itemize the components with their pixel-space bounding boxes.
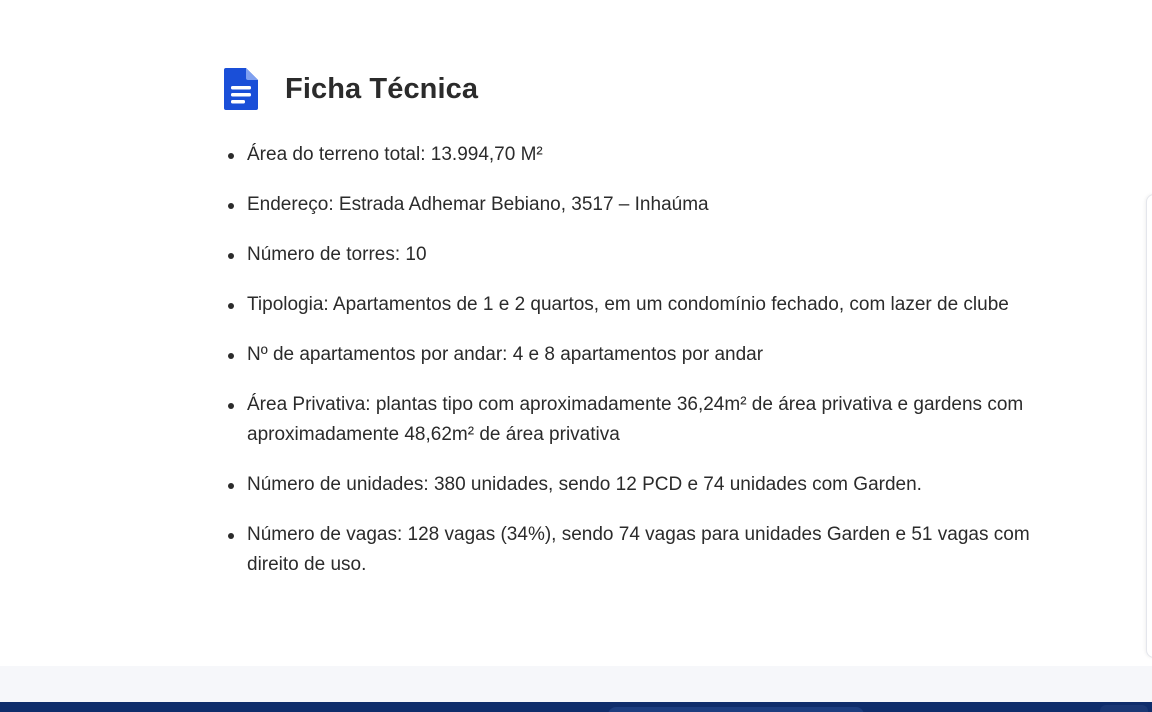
spec-text: Número de unidades: 380 unidades, sendo 12 PCD e 74 unidades com Garden. [247,474,922,495]
bullet [228,303,234,309]
spec-text: Endereço: Estrada Adhemar Bebiano, 3517 – Inhaúma [247,194,709,215]
bullet [228,483,234,489]
side-panel-tab[interactable] [1146,194,1152,658]
bullet [228,203,234,209]
spec-list [222,140,1082,580]
spec-item-typology [222,290,1067,320]
spec-text: Nº de apartamentos por andar: 4 e 8 apartamentos por andar [247,344,764,365]
bullet [228,353,234,359]
spec-text: Tipologia: Apartamentos de 1 e 2 quartos, em um condomínio fechado, com lazer de clube [247,294,1009,315]
document-icon [222,66,260,112]
technical-sheet-section [222,66,1082,600]
spec-text: Número de torres: 10 [247,244,427,265]
spec-item-towers [222,240,1067,270]
bullet [228,403,234,409]
spec-item-units [222,470,1067,500]
spec-item-apartments-per-floor [222,340,1067,370]
spec-text: Área do terreno total: 13.994,70 M² [247,144,543,165]
bullet [228,153,234,159]
footer-tab[interactable] [608,707,864,712]
footer-bar [0,702,1152,712]
spec-item-parking [222,520,1067,580]
spec-text: Área Privativa: plantas tipo com aproximadamente 36,24m² de área privativa e gardens com aproximadamente 48,62m² de área privativa [247,394,1024,445]
spec-item-private-area [222,390,1067,450]
section-title: Ficha Técnica [285,72,479,105]
bullet [228,253,234,259]
spec-item-land-area [222,140,1067,170]
spec-text: Número de vagas: 128 vagas (34%), sendo 74 vagas para unidades Garden e 51 vagas com direito de uso. [247,524,1030,575]
section-header [222,66,1082,112]
spec-item-address [222,190,1067,220]
section-divider-band [0,666,1152,702]
footer-corner-button[interactable] [1100,705,1148,712]
bullet [228,533,234,539]
